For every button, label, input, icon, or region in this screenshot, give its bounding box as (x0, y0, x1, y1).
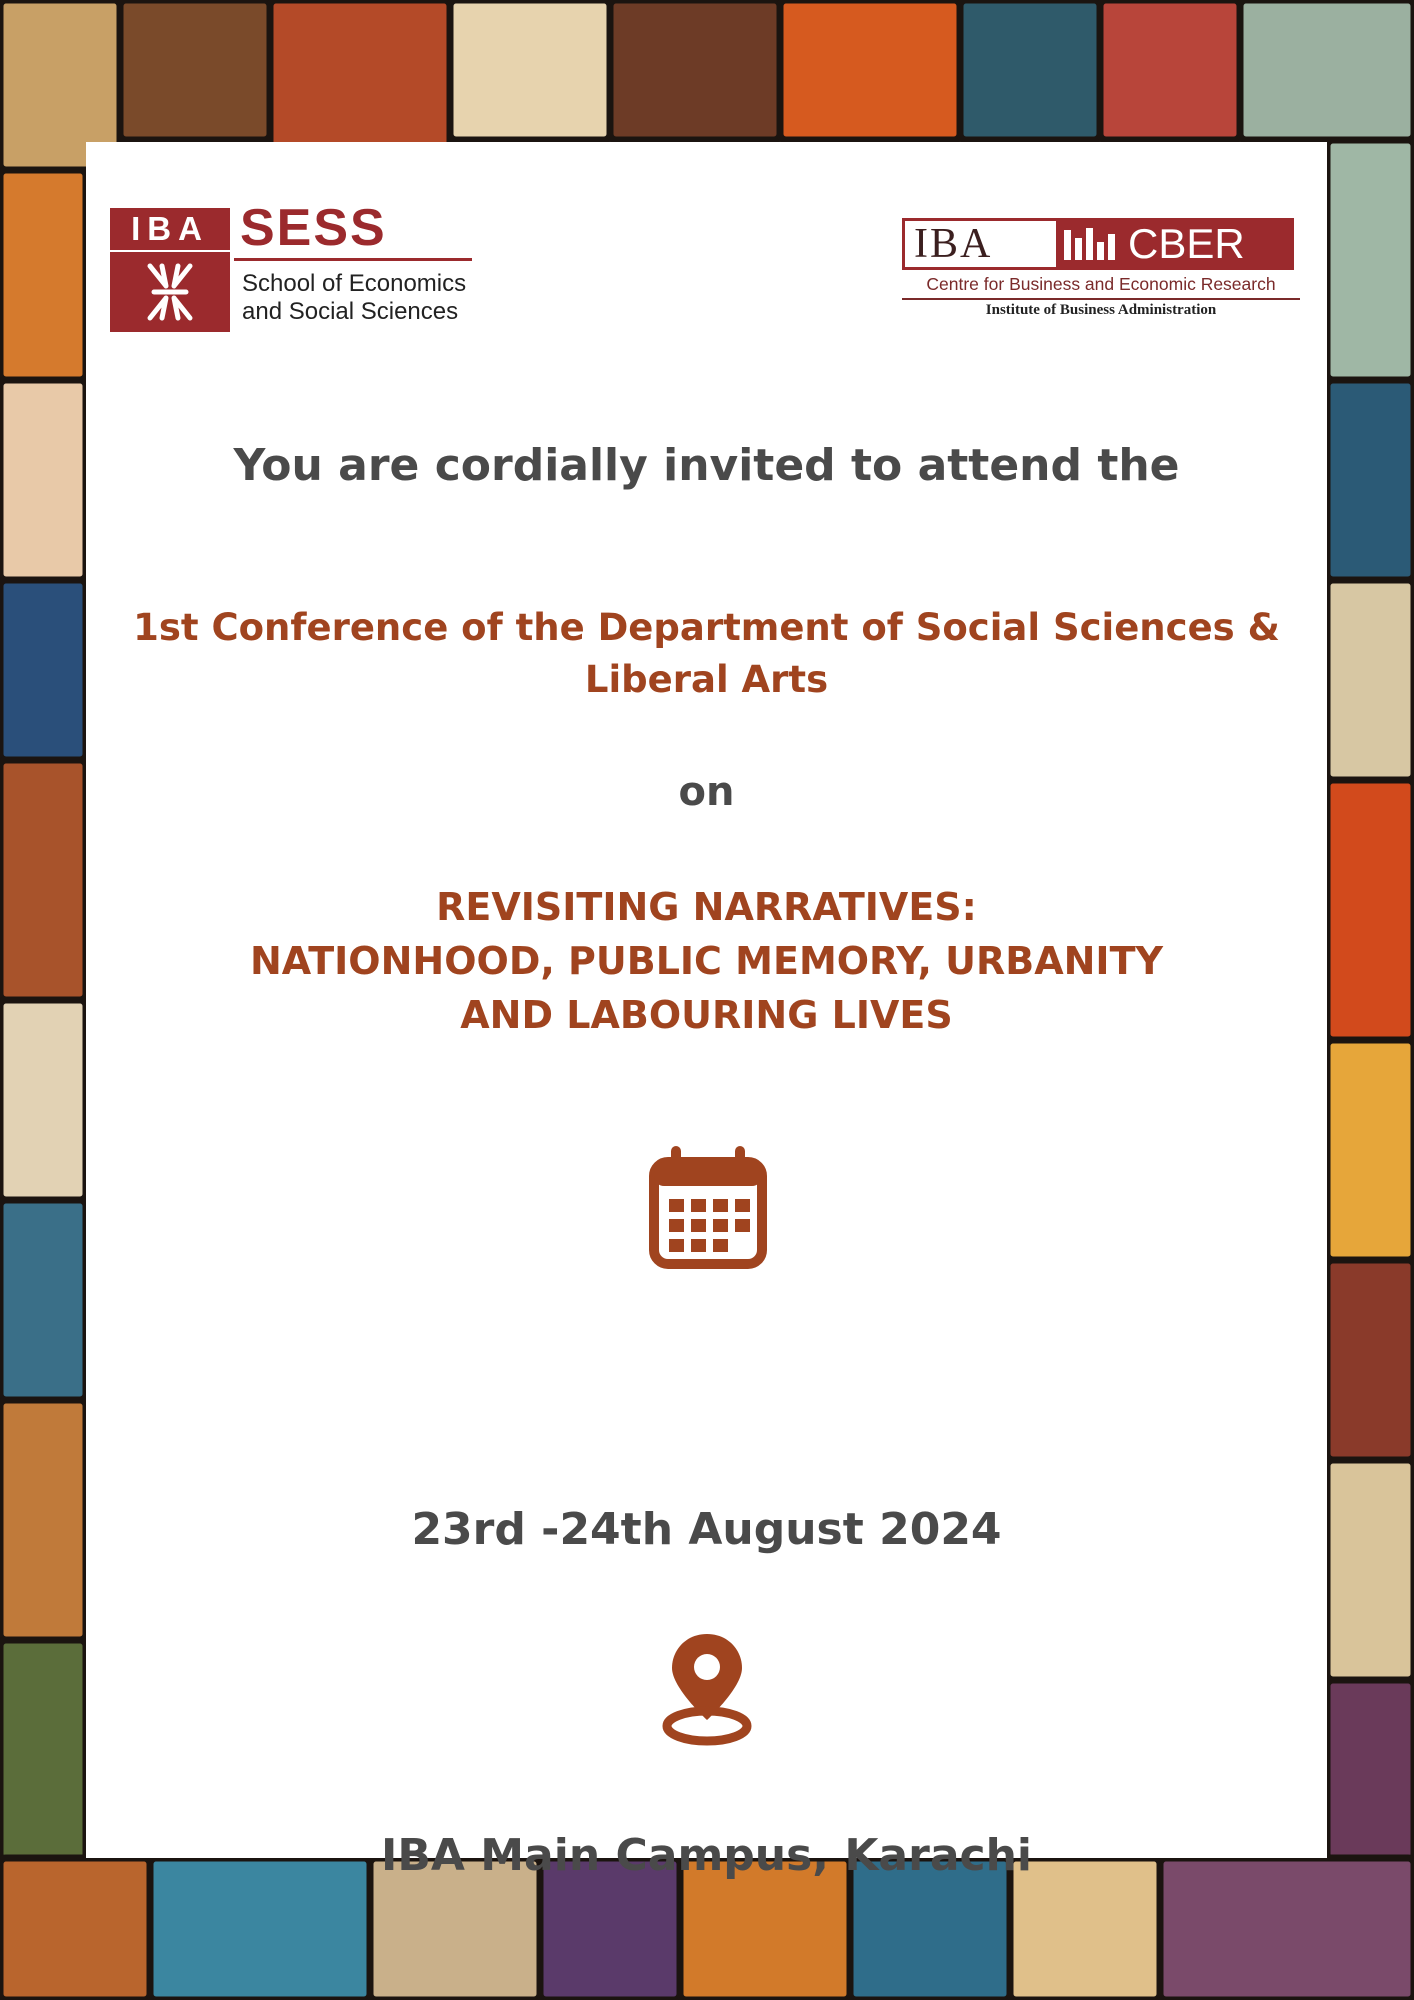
location-pin-icon (662, 1630, 752, 1746)
invitation-intro: You are cordially invited to attend the (233, 440, 1180, 491)
sess-logo-badge: IBA (110, 208, 230, 250)
cber-logo-right: CBER (1128, 220, 1245, 267)
calendar-icon (649, 1144, 767, 1270)
sess-divider (234, 258, 472, 261)
event-date: 23rd -24th August 2024 (411, 1504, 1002, 1555)
sess-line-1: School of Economics (242, 270, 467, 297)
cber-divider (902, 298, 1300, 300)
theme-line-1: REVISITING NARRATIVES: (436, 885, 977, 929)
sess-logo (110, 199, 472, 334)
theme-line-2: NATIONHOOD, PUBLIC MEMORY, URBANITY (249, 939, 1164, 983)
cber-tagline: Centre for Business and Economic Research (926, 274, 1276, 294)
event-venue: IBA Main Campus, Karachi (380, 1830, 1033, 1881)
event-title-line-2: Liberal Arts (584, 658, 829, 701)
bar-chart-icon (1062, 226, 1122, 262)
sess-line-2: and Social Sciences (242, 298, 459, 325)
cber-logo (902, 218, 1300, 328)
connector-text: on (678, 769, 735, 815)
event-title-line-1: 1st Conference of the Department of Social Sciences & (133, 606, 1280, 649)
invitation-card (86, 142, 1327, 1881)
cber-logo-left: IBA (914, 221, 993, 267)
sess-wordmark: SESS (240, 199, 387, 257)
cber-institute: Institute of Business Administration (985, 302, 1217, 318)
theme-line-3: AND LABOURING LIVES (460, 993, 953, 1037)
sess-emblem-icon (110, 252, 230, 332)
